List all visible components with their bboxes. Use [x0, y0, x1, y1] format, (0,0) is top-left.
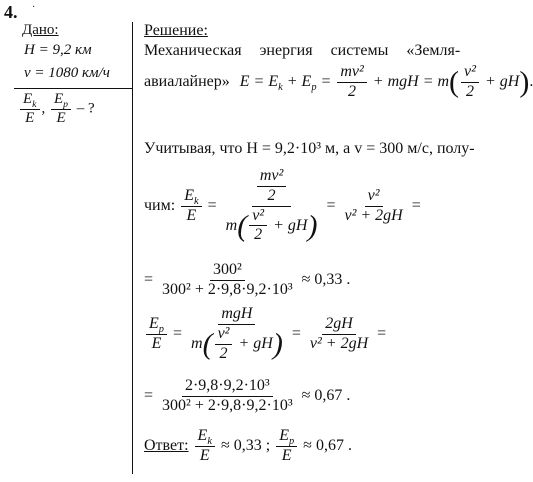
problem-number: 4. [4, 2, 18, 22]
kinetic-ratio-numeric: = $\frac{\text{300²}}{\text{300² + 2·9,8·9,2·10³}}$ ≈ 0,33 . [144, 261, 351, 298]
given-divider-horizontal [14, 88, 132, 89]
energy-formula: авиалайнер» $E = E_k + E_р$ = $\frac{\text{mv²}}{2}$ + mgH = m( $\frac{\text{v²}}{2}$ + gH). [144, 63, 533, 100]
given-height: H = 9,2 км [24, 42, 92, 58]
answer-line: Ответ: $\frac{E_k}{E}$ ≈ 0,33 ; $\frac{E_р}{E}$ ≈ 0,67 . [144, 427, 352, 464]
kinetic-ratio-formula: чим: $\frac{E_k}{E}$ = $\frac{\text{mv²}}{2}$ m( $\frac{\text{v²}}{2}$ + gH) = $\frac{\text{v²}}{\text{v² + 2gH}}$ = [144, 167, 421, 244]
given-heading: Дано: [22, 22, 59, 38]
potential-ratio-formula: $\frac{E_р}{E}$ = mgH m( $\frac{\text{v²}}{2}$ + gH) = $\frac{2gH}{\text{v² + 2gH}}$ = [144, 306, 386, 362]
given-find: $\frac{E_k}{E}$ , $\frac{E_р}{E}$ – ? [18, 92, 95, 127]
substitution-sentence: Учитывая, что H = 9,2·10³ м, а v = 300 м/с, полу- [144, 140, 475, 157]
potential-ratio-numeric: = $\frac{\text{2·9,8·9,2·10³}}{\text{300² + 2·9,8·9,2·10³}}$ ≈ 0,67 . [144, 377, 351, 414]
given-divider-vertical [132, 22, 133, 474]
given-speed: v = 1080 км/ч [24, 65, 110, 81]
mark-dot: · [32, 2, 36, 13]
solution-intro: Механическая энергия системы «Земля- [144, 42, 461, 59]
solution-heading: Решение: [144, 22, 208, 39]
